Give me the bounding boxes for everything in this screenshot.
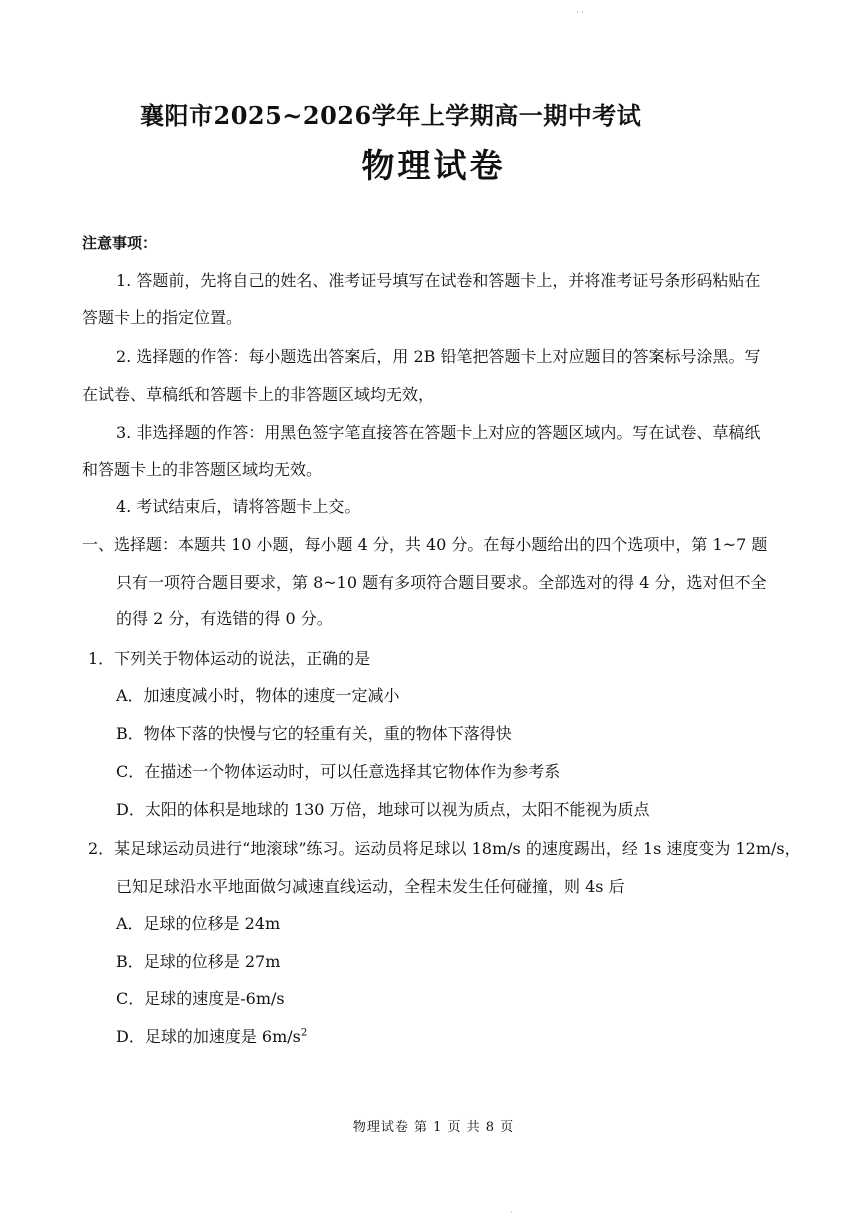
question-2-option-a: A．足球的位移是 24m xyxy=(116,914,281,933)
question-1-option-a: A．加速度减小时，物体的速度一定减小 xyxy=(116,686,400,705)
question-2-option-c: C．足球的速度是-6m/s xyxy=(116,989,285,1008)
question-2-option-b: B．足球的位移是 27m xyxy=(116,952,281,971)
notice-item-1-line-1: 1. 答题前，先将自己的姓名、准考证号填写在试卷和答题卡上，并将准考证号条形码粘贴在 xyxy=(116,271,761,290)
notice-item-1-line-2: 答题卡上的指定位置。 xyxy=(82,308,243,327)
section-1-line-2: 只有一项符合题目要求，第 8~10 题有多项符合题目要求。全部选对的得 4 分，选对但不全 xyxy=(116,573,767,592)
section-1-line-1: 一、选择题：本题共 10 小题，每小题 4 分，共 40 分。在每小题给出的四个选项中，第 1~7 题 xyxy=(82,535,768,554)
scan-mark-bottom: · xyxy=(510,1208,513,1217)
notice-item-4: 4. 考试结束后，请将答题卡上交。 xyxy=(116,497,361,516)
section-1-line-3: 的得 2 分，有选错的得 0 分。 xyxy=(116,609,333,628)
question-1-option-b: B．物体下落的快慢与它的轻重有关，重的物体下落得快 xyxy=(116,724,512,743)
notice-item-2-line-2: 在试卷、草稿纸和答题卡上的非答题区域均无效， xyxy=(82,385,435,404)
question-2-option-d-text: D．足球的加速度是 6m/s xyxy=(116,1027,301,1046)
notice-heading: 注意事项： xyxy=(82,234,158,252)
scan-marks-top: · · xyxy=(576,8,584,17)
question-1-stem: 1．下列关于物体运动的说法，正确的是 xyxy=(88,649,371,668)
notice-item-2-line-1: 2. 选择题的作答：每小题选出答案后，用 2B 铅笔把答题卡上对应题目的答案标号涂黑。写 xyxy=(116,347,761,366)
question-2-option-d xyxy=(116,1024,307,1047)
page-footer: 物理试卷 第 1 页 共 8 页 xyxy=(352,1120,515,1135)
question-2-stem-line-2: 已知足球沿水平地面做匀减速直线运动，全程未发生任何碰撞，则 4s 后 xyxy=(116,877,625,896)
notice-item-3-line-1: 3. 非选择题的作答：用黑色签字笔直接答在答题卡上对应的答题区域内。写在试卷、草稿纸 xyxy=(116,423,761,442)
question-2-stem-line-1: 2．某足球运动员进行“地滚球”练习。运动员将足球以 18m/s 的速度踢出，经 1s 速度变为 12m/s， xyxy=(88,839,801,858)
question-1-option-c: C．在描述一个物体运动时，可以任意选择其它物体作为参考系 xyxy=(116,762,561,781)
question-2-option-d-superscript: 2 xyxy=(300,1027,308,1039)
notice-item-3-line-2: 和答题卡上的非答题区域均无效。 xyxy=(82,460,323,479)
question-1-option-d: D．太阳的体积是地球的 130 万倍，地球可以视为质点，太阳不能视为质点 xyxy=(116,800,650,819)
subject-title: 物理试卷 xyxy=(361,146,506,185)
exam-title: 襄阳市2025~2026学年上学期高一期中考试 xyxy=(140,101,642,130)
